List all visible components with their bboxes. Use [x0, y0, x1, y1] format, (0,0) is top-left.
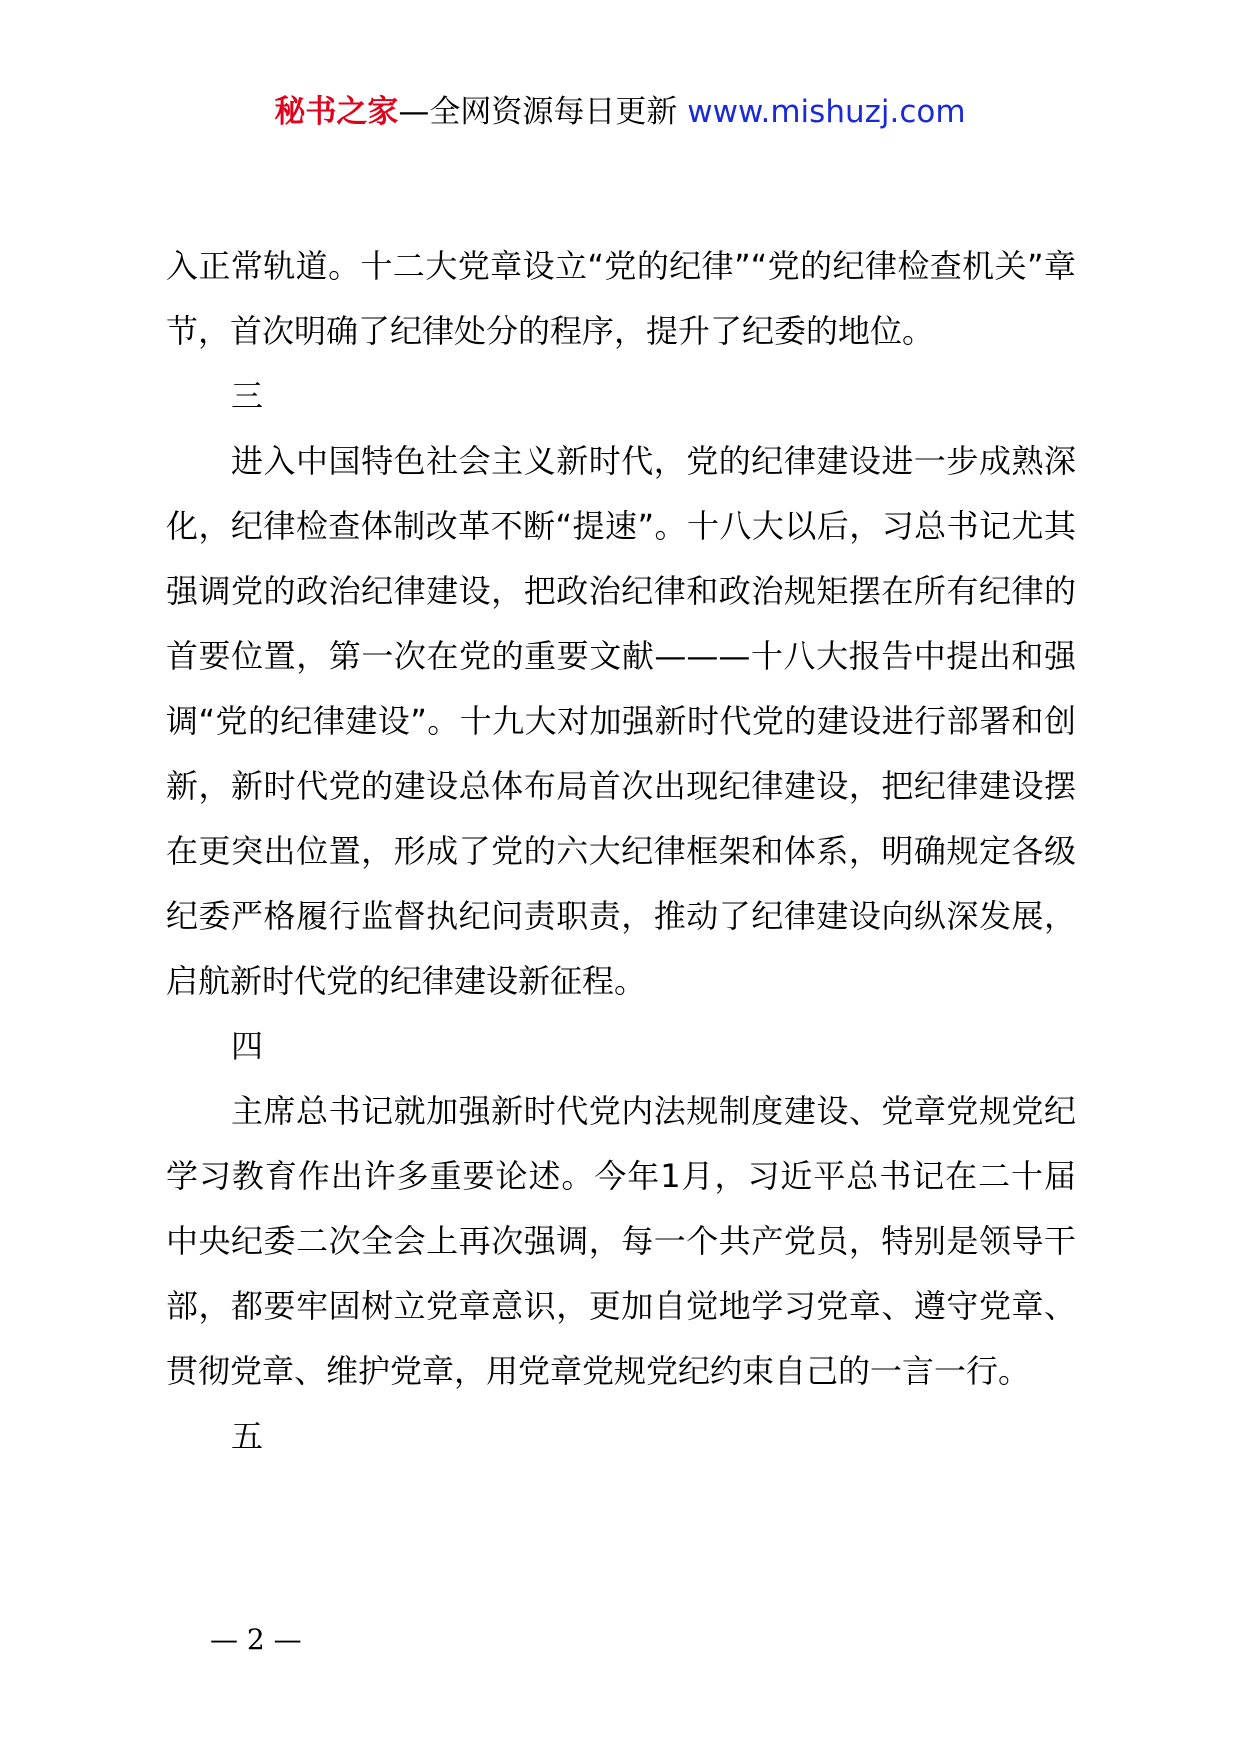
body-paragraph: 四 — [231, 1027, 264, 1065]
document-body — [166, 234, 1076, 1469]
body-paragraph: 入正常轨道。十二大党章设立“党的纪律”“党的纪律检查机关”章节，首次明确了纪律处分的程序，提升了纪委的地位。 — [166, 247, 1076, 350]
body-paragraph: 五 — [231, 1417, 264, 1455]
body-paragraph: 主席总书记就加强新时代党内法规制度建设、党章党规党纪学习教育作出许多重要论述。今年1月，习近平总书记在二十届中央纪委二次全会上再次强调，每一个共产党员，特别是领导干部，都要牢固树立党章意识，更加自觉地学习党章、遵守党章、贯彻党章、维护党章，用党章党规党纪约束自己的一言一行。 — [166, 1092, 1076, 1390]
page-header — [0, 90, 1240, 134]
body-paragraph: 三 — [231, 377, 264, 415]
page-number: — 2 — — [210, 1623, 302, 1656]
brand-name: 秘书之家 — [274, 94, 399, 130]
site-url-link[interactable]: www.mishuzj.com — [687, 94, 966, 130]
body-paragraph: 进入中国特色社会主义新时代，党的纪律建设进一步成熟深化，纪律检查体制改革不断“提速”。十八大以后，习总书记尤其强调党的政治纪律建设，把政治纪律和政治规矩摆在所有纪律的首要位置，第一次在党的重要文献———十八大报告中提出和强调“党的纪律建设”。十九大对加强新时代党的建设进行部署和创新，新时代党的建设总体布局首次出现纪律建设，把纪律建设摆在更突出位置，形成了党的六大纪律框架和体系，明确规定各级纪委严格履行监督执纪问责职责，推动了纪律建设向纵深发展，启航新时代党的纪律建设新征程。 — [166, 442, 1076, 1000]
header-tagline: —全网资源每日更新 — [398, 94, 688, 130]
